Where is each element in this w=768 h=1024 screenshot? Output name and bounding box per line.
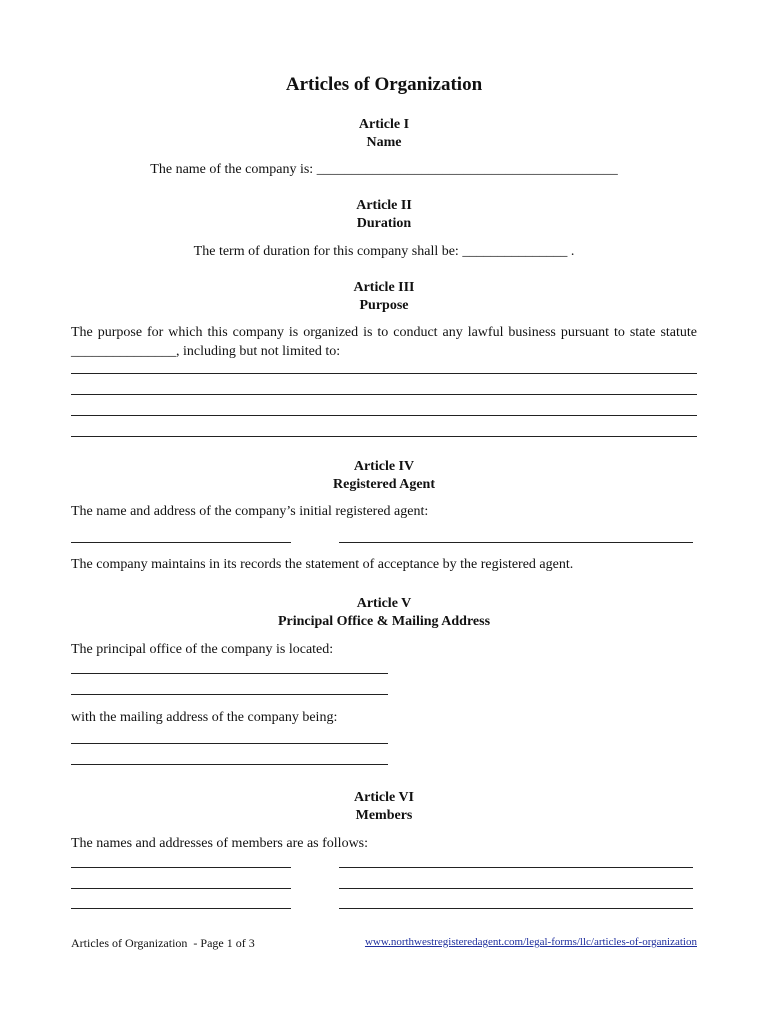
member-name-blank <box>71 888 291 889</box>
article-1-number: Article I <box>358 117 410 132</box>
article-4-heading <box>0 458 768 494</box>
principal-office-blank <box>71 694 388 695</box>
article-4-text: The name and address of the company’s initial registered agent: <box>71 504 429 519</box>
article-5-name: Principal Office & Mailing Address <box>277 614 491 629</box>
mailing-address-blank <box>71 743 388 744</box>
article-1-name: Name <box>366 135 402 150</box>
article-5-number: Article V <box>356 596 412 611</box>
member-address-blank <box>339 867 693 868</box>
article-5-text2: with the mailing address of the company being: <box>71 710 338 725</box>
agent-address-blank <box>339 542 693 543</box>
article-6-name: Members <box>355 808 413 823</box>
article-2-number: Article II <box>356 198 412 213</box>
article-4-number: Article IV <box>353 459 415 474</box>
article-3-name: Purpose <box>359 298 409 313</box>
article-6-text: The names and addresses of members are as follows: <box>71 836 369 851</box>
purpose-blank-line <box>71 373 697 374</box>
article-3-text: The purpose for which this company is organized is to conduct any lawful business pursuant to state statute _______________, including but not limited to: <box>71 325 697 359</box>
mailing-address-blank <box>71 764 388 765</box>
article-1-heading <box>0 116 768 152</box>
article-2-name: Duration <box>356 216 412 231</box>
article-6-heading <box>0 789 768 825</box>
article-4-text2: The company maintains in its records the statement of acceptance by the registered agent. <box>71 557 574 572</box>
article-2-text: The term of duration for this company shall be: _______________ . <box>193 244 575 259</box>
member-address-blank <box>339 888 693 889</box>
article-2-heading <box>0 197 768 233</box>
footer-page-info: Articles of Organization - Page 1 of 3 <box>71 936 255 950</box>
member-name-blank <box>71 867 291 868</box>
principal-office-blank <box>71 673 388 674</box>
member-address-blank <box>339 908 693 909</box>
member-name-blank <box>71 908 291 909</box>
article-6-number: Article VI <box>354 790 414 805</box>
footer-link[interactable]: www.northwestregisteredagent.com/legal-forms/llc/articles-of-organization <box>364 936 697 948</box>
article-5-text: The principal office of the company is located: <box>71 642 334 657</box>
purpose-blank-line <box>71 436 697 437</box>
agent-name-blank <box>71 542 291 543</box>
purpose-blank-line <box>71 415 697 416</box>
article-1-text: The name of the company is: ___________________________________________ <box>150 162 618 177</box>
article-3-number: Article III <box>353 280 415 295</box>
document-title: Articles of Organization <box>285 74 483 95</box>
article-3-heading <box>0 279 768 315</box>
article-4-name: Registered Agent <box>333 477 435 492</box>
purpose-blank-line <box>71 394 697 395</box>
article-5-heading <box>0 595 768 631</box>
